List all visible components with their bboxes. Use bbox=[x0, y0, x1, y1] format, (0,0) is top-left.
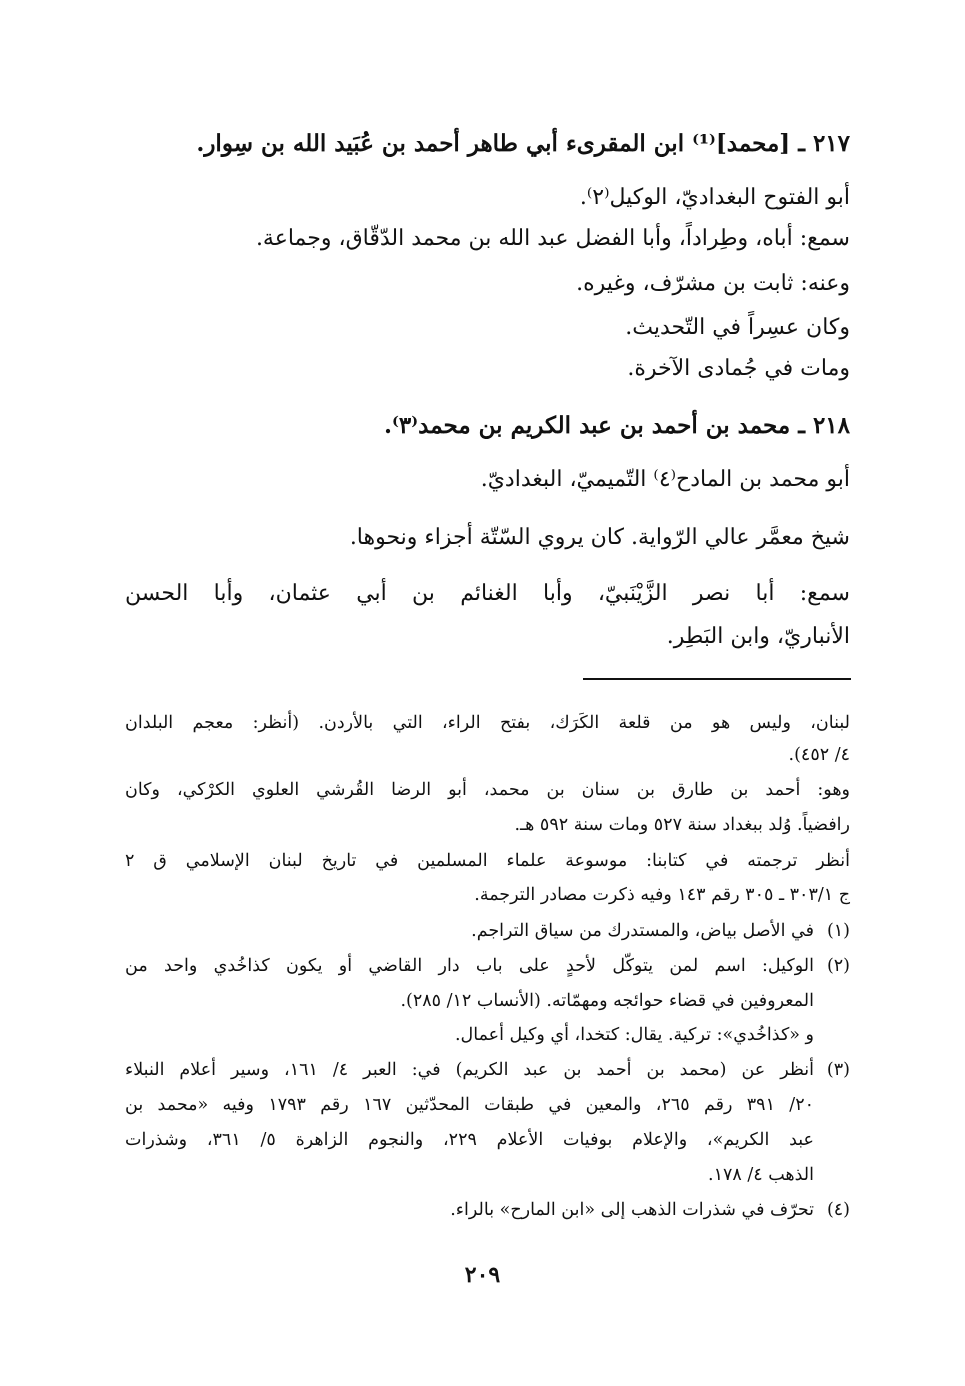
footnote-continuation-line: رافضياً. وُلد ببغداد سنة ٥٢٧ ومات سنة ٥٩٢ هـ. bbox=[514, 815, 850, 835]
entry-218-line-1: أبو محمد بن المادح⁽٤⁾ التّميميّ، البغداديّ. bbox=[480, 467, 850, 492]
footnote-3-line-3: عبد الكريم»، والإعلام بوفيات الأعلام ٢٢٩، والنجوم الزاهرة ٥/ ٣٦١، وشذرات bbox=[125, 1130, 814, 1150]
entry-218-line-3: سمع: أبا نصر الزَّيْنَبيّ، وأبا الغنائم بن أبي عثمان، وأبا الحسن bbox=[125, 581, 850, 606]
footnote-continuation-line: أنظر ترجمته في كتابنا: موسوعة علماء المسلمين في تاريخ لبنان الإسلامي ق ٢ bbox=[125, 851, 850, 871]
entry-217-heading: ٢١٧ ـ [محمد]⁽¹⁾ ابن المقرىء أبي طاهر أحمد بن عُبَيد الله بن سِوار. bbox=[196, 130, 850, 157]
entry-218-heading: ٢١٨ ـ محمد بن أحمد بن عبد الكريم بن محمد⁽٣⁾. bbox=[384, 412, 850, 439]
footnote-continuation-line: ٤/ ٤٥٢). bbox=[788, 745, 850, 765]
footnote-2-line-3: و «كذاخُدي»: تركية. يقال: كتخدا، أي وكيل أعمال. bbox=[454, 1025, 814, 1045]
footnote-text: أنظر عن (محمد بن أحمد بن عبد الكريم) في: العبر ٤/ ١٦١، وسير أعلام النبلاء bbox=[125, 1060, 814, 1080]
footnote-text: الوكيل: اسم لمن يتوكّل لأحدٍ على باب دار القاضي أو يكون كذاخُدي واحد من bbox=[125, 956, 814, 976]
footnote-continuation-line: وهو: أحمد بن طارق بن سنان بن محمد، أبو الرضا القُرشي العلوي الكرْكي، وكان bbox=[125, 780, 850, 800]
footnote-2 bbox=[125, 951, 850, 981]
footnote-3-line-4: الذهب ٤/ ١٧٨. bbox=[707, 1165, 814, 1185]
footnote-text: في الأصل بياض، والمستدرك من سياق التراجم. bbox=[471, 921, 814, 941]
footnote-3 bbox=[125, 1055, 850, 1085]
footnote-4 bbox=[125, 1195, 850, 1225]
footnote-number: (١) bbox=[826, 921, 850, 941]
entry-218-line-4: الأنباريّ، وابن البَطِر. bbox=[666, 624, 850, 649]
footnote-continuation-line: لبنان، وليس هو من قلعة الكَرَك، بفتح الراء، التي بالأردن. (أنظر: معجم البلدان bbox=[125, 713, 850, 733]
entry-218-line-2: شيخ معمَّر عالي الرّواية. كان يروي السّتّة أجزاء ونحوها. bbox=[349, 525, 850, 550]
footnote-number: (٣) bbox=[826, 1060, 850, 1080]
entry-217-line-2: سمع: أباه، وطِراداً، وأبا الفضل عبد الله بن محمد الدّقّاق، وجماعة. bbox=[255, 226, 850, 251]
footnote-3-line-2: ٢٠/ ٣٩١ رقم ٢٦٥، والمعين في طبقات المحدّثين ١٦٧ رقم ١٧٩٣ وفيه «محمد بن bbox=[125, 1095, 815, 1115]
entry-217-line-1: أبو الفتوح البغداديّ، الوكيل⁽٢⁾. bbox=[579, 185, 850, 210]
entry-217-line-5: ومات في جُمادى الآخرة. bbox=[627, 356, 850, 381]
footnote-1 bbox=[125, 916, 850, 946]
footnote-separator bbox=[583, 678, 851, 680]
page-number: ٢٠٩ bbox=[464, 1262, 501, 1288]
footnote-number: (٢) bbox=[826, 956, 850, 976]
entry-217-line-4: وكان عسِراً في التّحديث. bbox=[625, 315, 850, 340]
footnote-text: تحرّف في شذرات الذهب إلى «ابن المارح» بالراء. bbox=[450, 1200, 814, 1220]
footnote-2-line-2: المعروفين في قضاء حوائجه ومهمّاته. (الأنساب ١٢/ ٢٨٥). bbox=[400, 991, 814, 1011]
entry-217-line-3: وعنه: ثابت بن مشرّف، وغيره. bbox=[576, 271, 850, 296]
footnote-continuation-line: ج ٣٠٣/١ ـ ٣٠٥ رقم ١٤٣ وفيه ذكرت مصادر الترجمة. bbox=[474, 885, 850, 905]
footnote-number: (٤) bbox=[826, 1200, 850, 1220]
